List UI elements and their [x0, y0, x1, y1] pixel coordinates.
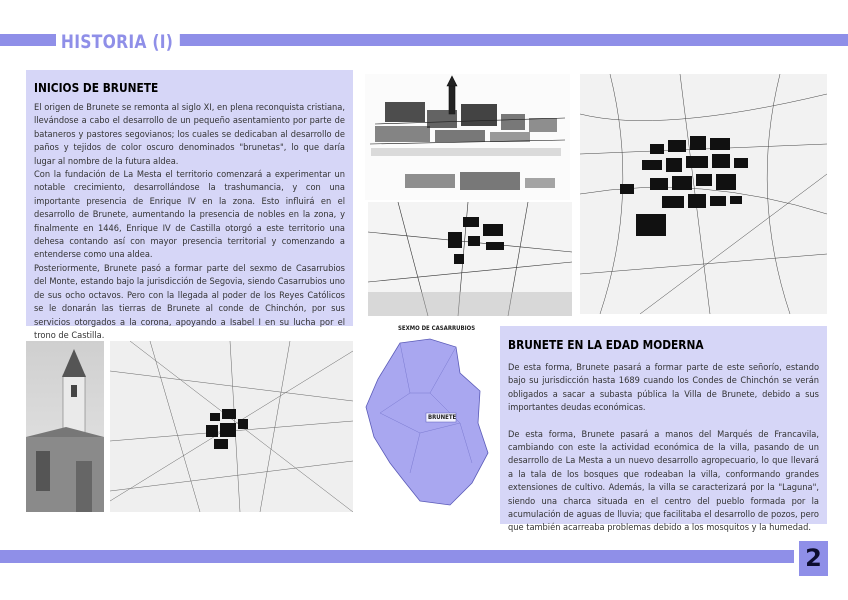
panel-edad-moderna: [500, 326, 827, 534]
map-title: SEXMO DE CASARRUBIOS: [398, 325, 476, 332]
church-photo: [26, 341, 104, 512]
sexmo-map: [360, 333, 496, 512]
section-heading-edad-moderna: BRUNETE EN LA EDAD MODERNA: [508, 337, 704, 352]
page-number: 2: [799, 541, 828, 576]
town-plan-drawing-image: [368, 202, 572, 316]
historic-drawing-image: [365, 74, 570, 200]
historic-map-sketch-image: [110, 341, 353, 512]
header-bar-right: [158, 34, 848, 46]
map-highlight-label: BRUNETE: [428, 414, 457, 421]
section-heading-inicios: INICIOS DE BRUNETE: [34, 80, 159, 95]
footer-bar: [0, 550, 794, 563]
paragraph: De esta forma, Brunete pasará a formar parte de este señorío, estando bajo su jurisdicción hasta 1689 cuando los Condes de Chinchón se verán obligados a sacar a subasta pública la Villa de Brunete, debido a sus importantes deudas económicas.: [508, 362, 819, 414]
panel-inicios: [26, 70, 353, 341]
paragraph: De esta forma, Brunete pasará a manos del Marqués de Francavila, cambiando con este la actividad económica de la villa, pasando de un desarrollo de La Mesta a un nuevo desarrollo agropecuario, lo que llevará a la tala de los bosques que rodeaban la villa, conformando grandes extensiones de cultivo. Además, la villa se caracterizará por la "Laguna", siendo una charca situada en el centro del pueblo formada por la acumulación de aguas de lluvia; que facilitaba el desarrollo de pozos, pero que también acarreaba problemas debido a los mosquitos y la humedad.: [508, 428, 819, 534]
paragraph: Posteriormente, Brunete pasó a formar parte del sexmo de Casarrubios del Monte, estando bajo la jurisdicción de Segovia, siendo Casarrubios uno de sus ocho octavos. Pero con la llegada al poder de los Reyes Católicos se le donarán las tierras de Brunete al conde de Chinchón, por sus servicios otorgados a la corona, apoyando a Isabel I en su lucha por el trono de Castilla.: [34, 262, 345, 341]
header-bar-left: [0, 34, 56, 46]
street-map-image: [580, 74, 827, 314]
paragraph: Con la fundación de La Mesta el territorio comenzará a experimentar un notable crecimiento, desarrollándose la trashumancia, y con una importante presencia de Enrique IV en la zona. Esto influirá en el desarrollo de Brunete, aumentando la presencia de nobles en la zona, y finalmente en 1446, Enrique IV de Castilla otorgó a este territorio una dehesa contando así con mayor presencia territorial y comenzando a entenderse como una aldea.: [34, 169, 345, 261]
paragraph: El origen de Brunete se remonta al siglo XI, en plena reconquista cristiana, llevándose a cabo el desarrollo de un pequeño asentamiento por parte de bataneros y pastores segovianos; los cuales se dedicaban al desarrollo de paños y tejidos de color oscuro denominados "brunetas", lo que daría lugar al nombre de la futura aldea.: [34, 102, 345, 167]
page-title: HISTORIA (I): [56, 29, 180, 55]
